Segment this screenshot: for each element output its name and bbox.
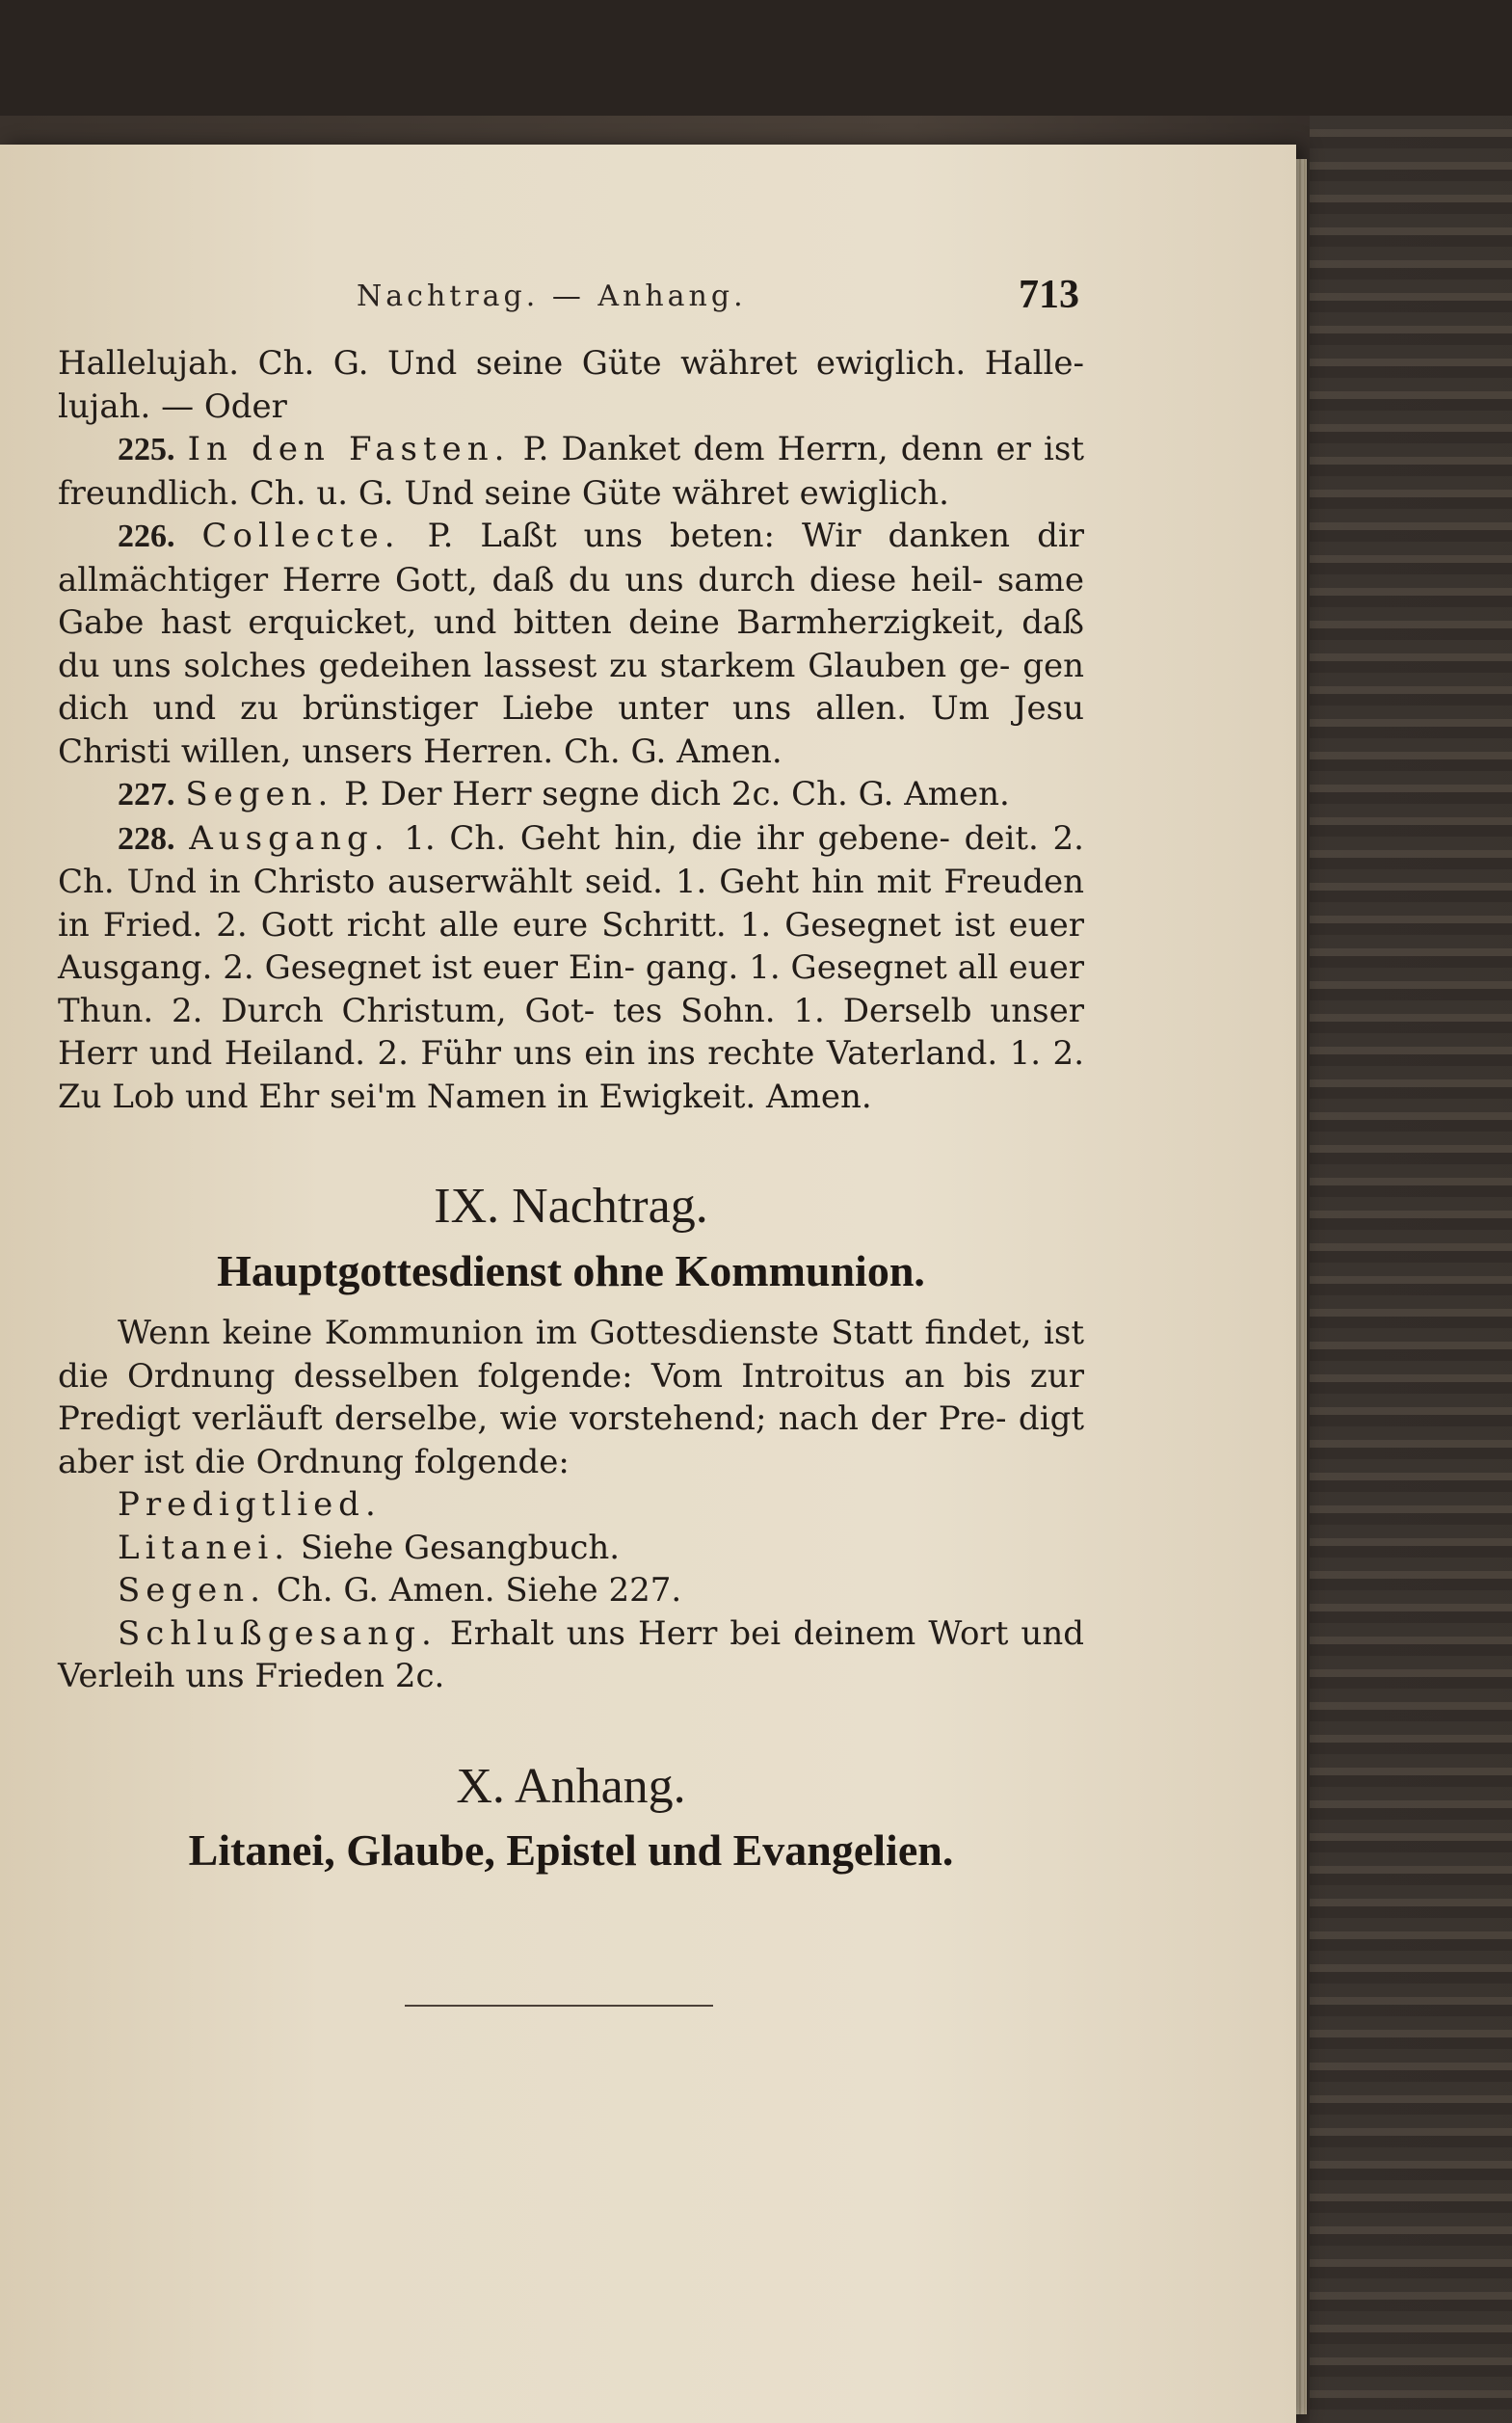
item-label: Predigtlied. [118,1485,382,1524]
item-228 [58,817,1084,1119]
item-label: Segen. [118,1571,267,1610]
item-number: 228. [118,820,175,857]
item-227 [58,773,1084,817]
running-head: Nachtrag. — Anhang. [357,280,747,313]
paragraph-intro: Wenn keine Kommunion im Gottesdienste Statt findet, ist die Ordnung desselben folgende: Vom Introitus an bis zur Predigt verläuft derselbe, wie vorstehend; nach der Pre- digt aber ist die Ordnung folgende: [58,1314,1084,1481]
page-number: 713 [1019,273,1079,317]
item-label: Schlußgesang. [118,1613,438,1653]
item-226 [58,515,1084,773]
list-item-litanei [58,1527,1084,1570]
item-label: Litanei. [118,1528,291,1567]
item-text: P. Der Herr segne dich 2c. Ch. G. Amen. [344,775,1010,813]
book-spine [1310,116,1512,2423]
list-item-schlussgesang [58,1612,1084,1698]
item-number: 225. [118,432,175,467]
list-item-segen [58,1569,1084,1612]
page-header [135,272,1089,330]
list-item-predigtlied [58,1483,1084,1527]
section-subtitle-litanei: Litanei, Glaube, Epistel und Evangelien. [188,1825,954,1875]
item-number: 227. [118,777,175,812]
item-text: P. Danket dem Herrn, denn er ist freundlich. Ch. u. G. Und seine Güte währet ewiglich. [58,430,1085,513]
item-text: 1. Ch. Geht hin, die ihr gebene- deit. 2. Ch. Und in Christo auserwählt seid. 1. Geht hin mit Freuden in Fried. 2. Gott richt alle eure Schritt. 1. Gesegnet ist euer Ausgang. 2. Gesegnet ist euer Ein- gang. 1. Gesegnet all euer Thun. 2. Durch Christum, Got- tes Sohn. 1. Derselb unser Herr und Heiland. 2. Führ uns ein ins rechte Vaterland. 1. 2. Zu Lob und Ehr sei'm Namen in Ewigkeit. Amen. [58,818,1084,1116]
paragraph-hallelujah: Hallelujah. Ch. G. Und seine Güte währet ewiglich. Halle- lujah. — Oder [58,344,1084,426]
item-text: Ch. G. Amen. Siehe 227. [276,1571,682,1610]
section-subtitle-hauptgottesdienst: Hauptgottesdienst ohne Kommunion. [217,1245,925,1295]
page-body [58,342,1084,1892]
item-text: P. Laßt uns beten: Wir danken dir allmächtiger Herre Gott, daß du uns durch diese heil- same Gabe hast erquicket, und bitten deine Barmherzigkeit, daß du uns solches gedeihen lassest zu starkem Glauben ge- gen dich und zu brünstiger Liebe unter uns allen. Um Jesu Christi willen, unsers Herren. Ch. G. Amen. [58,517,1085,771]
section-title-anhang: X. Anhang. [456,1758,686,1814]
section-title-nachtrag: IX. Nachtrag. [434,1179,708,1234]
closing-rule [405,2005,713,2007]
item-label: In den Fasten. [187,430,511,468]
item-label: Ausgang. [189,818,390,858]
item-text: Erhalt uns Herr bei deinem Wort und Verleih uns Frieden 2c. [58,1613,1084,1695]
item-number: 226. [118,519,175,554]
item-text: Siehe Gesangbuch. [300,1528,621,1567]
item-label: Segen. [185,775,334,813]
item-label: Collecte. [201,517,401,555]
item-225 [58,428,1084,515]
